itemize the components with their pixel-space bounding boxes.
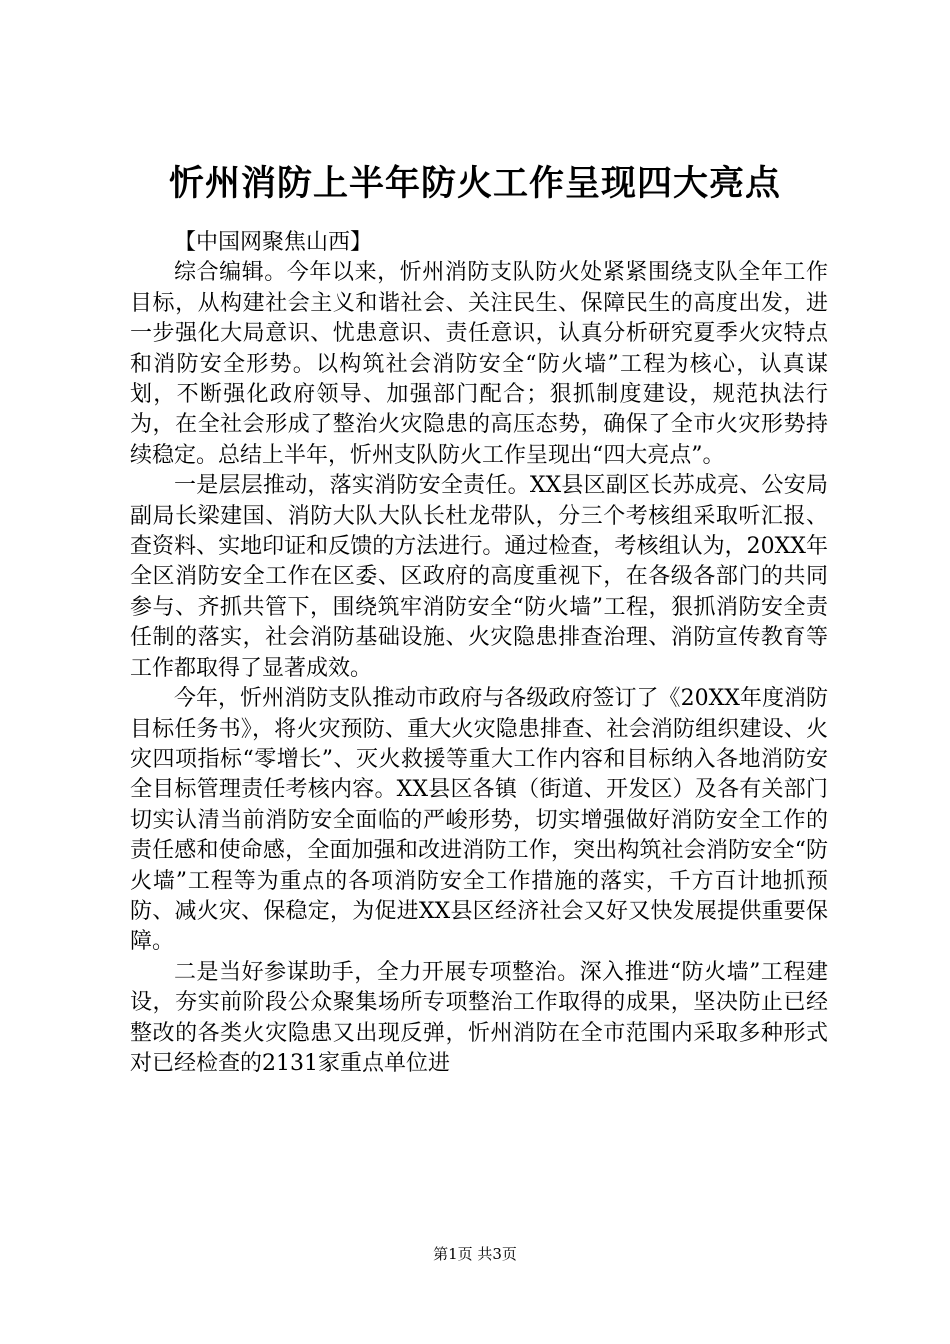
page-footer: 第1页 共3页 — [433, 1245, 517, 1263]
paragraph-4: 二是当好参谋助手，全力开展专项整治。深入推进“防火墙”工程建设，夯实前阶段公众聚集场所专项整治工作取得的成果，坚决防止已经整改的各类火灾隐患又出现反弹，忻州消防在全市范围内采取多种形式对已经检查的2131家重点单位进 — [130, 959, 828, 1076]
document-body — [130, 228, 828, 1079]
document-title: 忻州消防上半年防火工作呈现四大亮点 — [168, 163, 781, 204]
paragraph-1: 综合编辑。今年以来，忻州消防支队防火处紧紧围绕支队全年工作目标，从构建社会主义和谐社会、关注民生、保障民生的高度出发，进一步强化大局意识、忧患意识、责任意识，认真分析研究夏季火灾特点和消防安全形势。以构筑社会消防安全“防火墙”工程为核心，认真谋划，不断强化政府领导、加强部门配合；狠抓制度建设，规范执法行为，在全社会形成了整治火灾隐患的高压态势，确保了全市火灾形势持续稳定。总结上半年，忻州支队防火工作呈现出“四大亮点”。 — [130, 260, 828, 468]
paragraph-3: 今年，忻州消防支队推动市政府与各级政府签订了《20XX年度消防目标任务书》，将火灾预防、重大火灾隐患排查、社会消防组织建设、火灾四项指标“零增长”、灭火救援等重大工作内容和目标纳入各地消防安全目标管理责任考核内容。XX县区各镇（街道、开发区）及各有关部门切实认清当前消防安全面临的严峻形势，切实增强做好消防安全工作的责任感和使命感，全面加强和改进消防工作，突出构筑社会消防安全“防火墙”工程等为重点的各项消防安全工作措施的落实，千方百计地抓预防、减火灾、保稳定，为促进XX县区经济社会又好又快发展提供重要保障。 — [130, 686, 828, 955]
paragraph-2: 一是层层推动，落实消防安全责任。XX县区副区长苏成亮、公安局副局长梁建国、消防大队大队长杜龙带队，分三个考核组采取听汇报、查资料、实地印证和反馈的方法进行。通过检查，考核组认为，20XX年全区消防安全工作在区委、区政府的高度重视下，在各级各部门的共同参与、齐抓共管下，围绕筑牢消防安全“防火墙”工程，狠抓消防安全责任制的落实，社会消防基础设施、火灾隐患排查治理、消防宣传教育等工作都取得了显著成效。 — [130, 473, 828, 681]
source-line: 【中国网聚焦山西】 — [174, 230, 373, 255]
